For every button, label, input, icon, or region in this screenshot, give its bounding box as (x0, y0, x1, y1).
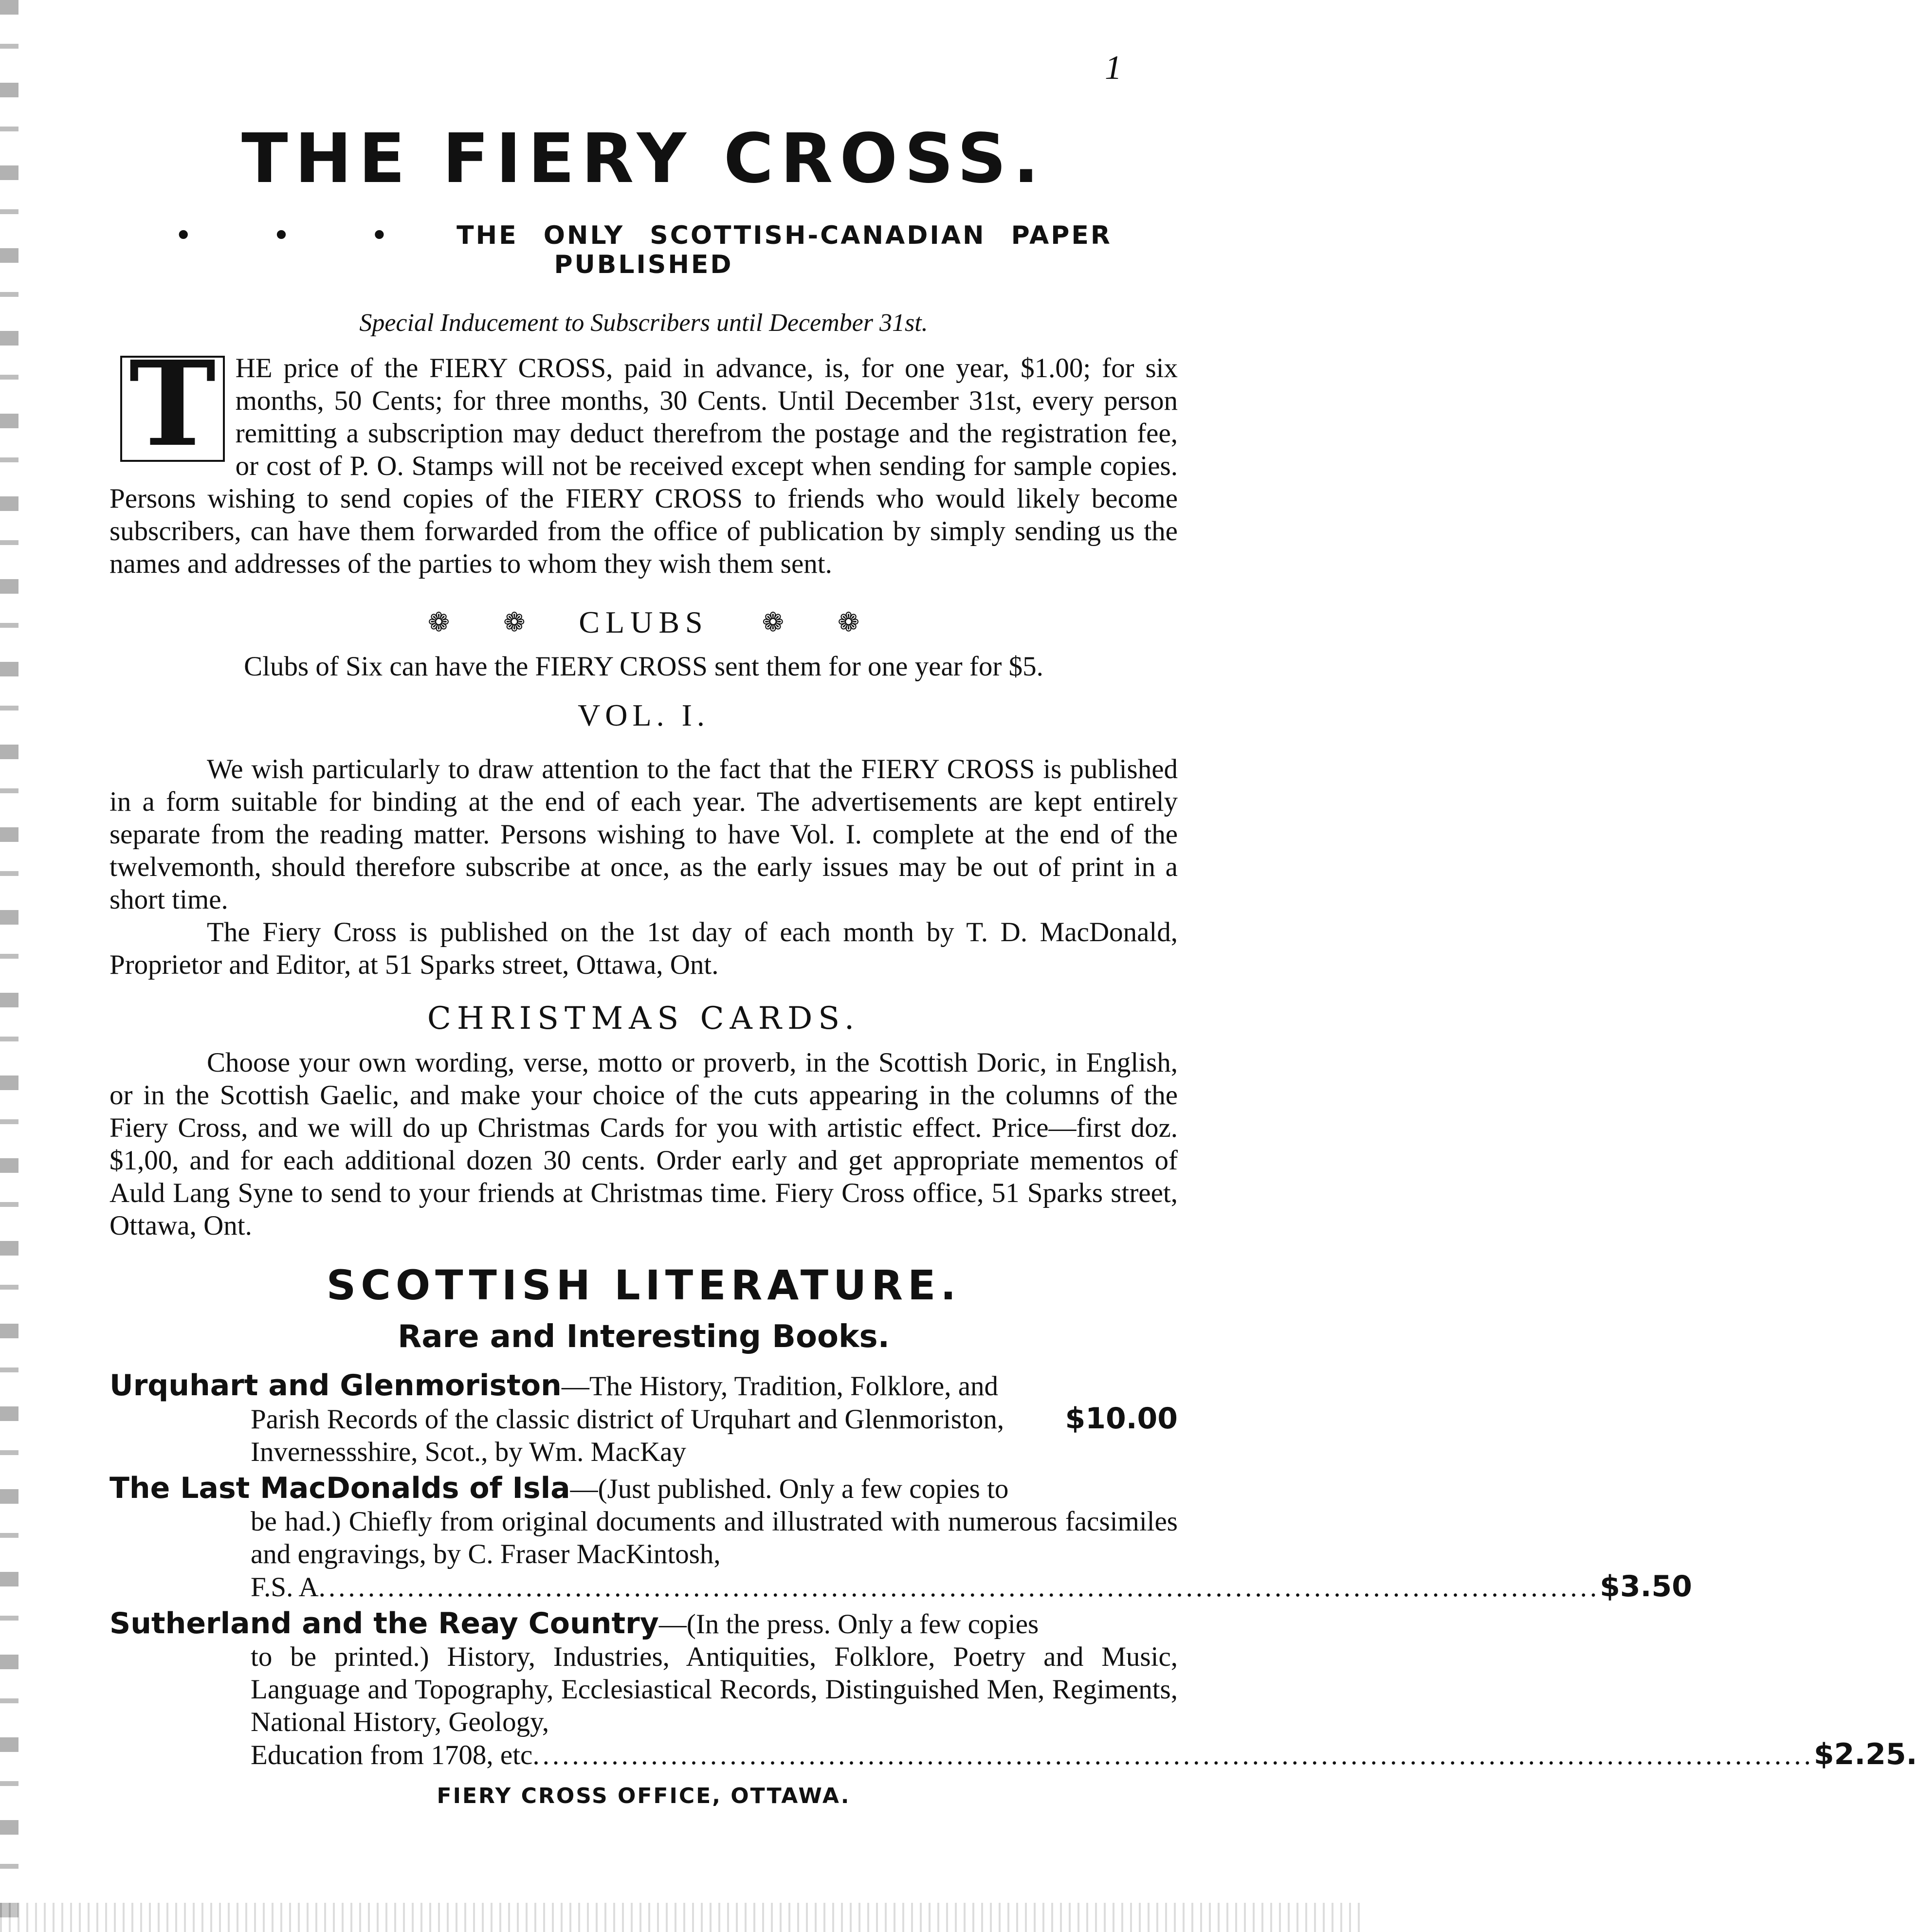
page-number: 1 (1105, 49, 1122, 87)
tagline-text: THE ONLY SCOTTISH-CANADIAN PAPER PUBLISHED (456, 221, 1112, 279)
book-price: $3.50 (1600, 1569, 1692, 1604)
footer-office: FIERY CROSS OFFICE, OTTAWA. (437, 1784, 851, 1808)
literature-subtitle: Rare and Interesting Books. (398, 1319, 890, 1355)
book-first-line (110, 1472, 1178, 1505)
book-entry (110, 1606, 1917, 1771)
book-body: Parish Records of the classic district of Urquhart and Glenmoriston, Invernessshire, Scot., by Wm. MacKay (251, 1404, 1004, 1467)
intro-text: HE price of the FIERY CROSS, paid in advance, is, for one year, $1.00; for six months, 50 Cents; for three months, 30 Cents. Until December 31st, every person remitting a subscription may deduct therefrom the postage and the registration fee, or cost of P. O. Stamps will not be received except when sending for sample copies. Persons wishing to send copies of the FIERY CROSS to friends who would likely become subscribers, can have them forwarded from the office of publication by simply sending us the names and addresses of the parties to whom they wish them sent. (110, 353, 1178, 579)
clubs-heading (110, 604, 1178, 640)
inducement-line: Special Inducement to Subscribers until December 31st. (359, 309, 928, 337)
book-price-line (110, 1737, 1917, 1771)
vol-paragraph-1: We wish particularly to draw attention to the fact that the FIERY CROSS is published in a form suitable for binding at the end of each year. The advertisements are kept entirely separate from the reading matter. Persons wishing to have Vol. I. complete at the end of the twelvemonth, should therefore subscribe at once, as the early issues may be out of print in a short time. (110, 754, 1178, 915)
book-price: $10.00 (1065, 1402, 1178, 1436)
literature-title: SCOTTISH LITERATURE. (326, 1261, 961, 1309)
book-price-lead: Education from 1708, etc (251, 1740, 533, 1770)
page-edge-bottom (0, 1903, 1365, 1932)
leader-dots: .................................................................................................................................. (532, 1740, 1814, 1770)
book-body: be had.) Chiefly from original documents and illustrated with numerous facsimiles and engravings, by C. Fraser MacKintosh, (251, 1506, 1178, 1569)
clubs-title: CLUBS (579, 605, 709, 639)
book-title: Sutherland and the Reay Country (110, 1606, 659, 1640)
masthead: THE FIERY CROSS. (241, 119, 1046, 199)
book-title: Urquhart and Glenmoriston (110, 1368, 562, 1403)
dropcap: T (120, 356, 225, 462)
tagline-dots: • • • (175, 221, 417, 250)
flower-ornament-icon: ❁ (762, 607, 784, 638)
intro-paragraph (110, 335, 1178, 580)
vol-paragraph-2: The Fiery Cross is published on the 1st day of each month by T. D. MacDonald, Proprietor and Editor, at 51 Sparks street, Ottawa, Ont. (110, 917, 1178, 980)
book-price: $2.25. (1813, 1737, 1917, 1771)
christmas-heading: CHRISTMAS CARDS. (427, 1001, 860, 1037)
tagline (110, 221, 1178, 279)
leader-dots: .................................................................................................................................. (318, 1572, 1600, 1603)
book-body: to be printed.) History, Industries, Antiquities, Folklore, Poetry and Music, Language and Topography, Ecclesiastical Records, Distinguished Men, Regiments, National History, Geology, (251, 1641, 1178, 1737)
page-content (110, 119, 1917, 1808)
book-first-line-text: —The History, Tradition, Folklore, and (561, 1371, 999, 1402)
book-price-lead: F.S. A (251, 1572, 319, 1603)
vol-heading: VOL. I. (578, 698, 710, 732)
book-price-line (110, 1569, 1692, 1604)
book-title: The Last MacDonalds of Isla (110, 1471, 570, 1505)
book-first-line (110, 1369, 1178, 1403)
book-entry (110, 1369, 1178, 1468)
clubs-text: Clubs of Six can have the FIERY CROSS sent them for one year for $5. (244, 651, 1043, 682)
book-first-line (110, 1607, 1178, 1640)
flower-ornament-icon: ❁ (837, 607, 860, 638)
book-price-line (110, 1403, 1178, 1468)
book-first-line-text: —(Just published. Only a few copies to (570, 1474, 1009, 1504)
christmas-paragraph: Choose your own wording, verse, motto or proverb, in the Scottish Doric, in English, or in the Scottish Gaelic, and make your choice of the cuts appearing in the columns of the Fiery Cross, and we will do up Christmas Cards for you with artistic effect. Price—first doz. $1,00, and for each additional dozen 30 cents. Order early and get appropriate mementos of Auld Lang Syne to send to your friends at Christmas time. Fiery Cross office, 51 Sparks street, Ottawa, Ont. (110, 1047, 1178, 1241)
book-entry (110, 1471, 1692, 1604)
flower-ornament-icon: ❁ (427, 607, 450, 638)
book-first-line-text: —(In the press. Only a few copies (658, 1609, 1039, 1640)
page-edge-left (0, 0, 18, 1932)
flower-ornament-icon: ❁ (503, 607, 526, 638)
